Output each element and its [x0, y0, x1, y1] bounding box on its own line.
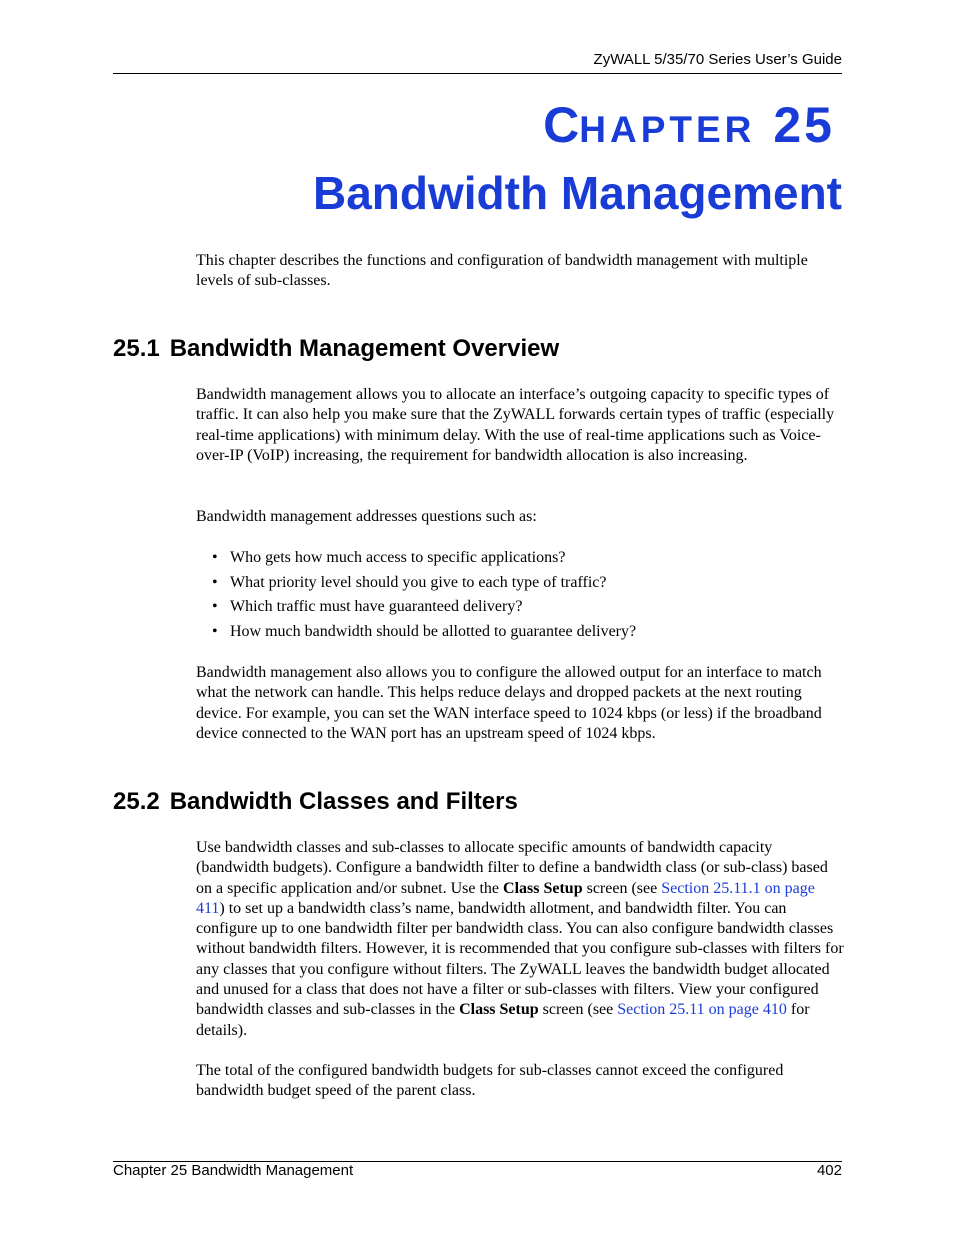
- bullet-icon: •: [212, 573, 218, 591]
- questions-list: [196, 548, 846, 647]
- chapter-title: Bandwidth Management: [312, 167, 842, 219]
- list-item: [196, 622, 846, 642]
- list-item: [196, 597, 846, 617]
- footer-chapter-title: Chapter 25 Bandwidth Management: [113, 1162, 354, 1179]
- text-run: for details).: [196, 1001, 810, 1039]
- chapter-label-rest: HAPTER: [579, 109, 756, 150]
- bullet-icon: •: [212, 598, 218, 616]
- section-link-25-11-1[interactable]: Section 25.11.1 on page 411: [196, 879, 815, 917]
- output-paragraph: Bandwidth management also allows you to configure the allowed output for an interface to match what the network can handle. This helps reduce delays and dropped packets at the next routing device. For example, you can set the WAN interface speed to 1024 kbps (or less) if the broadband device connected to the WAN port has an upstream speed of 1024 kbps.: [196, 664, 822, 742]
- section-number: 25.1: [113, 335, 160, 362]
- list-item-text: How much bandwidth should be allotted to guarantee delivery?: [230, 623, 637, 641]
- chapter-label: [543, 97, 835, 153]
- bullet-icon: •: [212, 549, 218, 566]
- section-heading-25-1: [113, 335, 559, 363]
- list-item-text: Which traffic must have guaranteed delivery?: [230, 598, 523, 616]
- class-setup-term: Class Setup: [459, 1001, 539, 1019]
- section-title: Bandwidth Management Overview: [169, 335, 560, 362]
- list-item-text: What priority level should you give to each type of traffic?: [230, 573, 607, 591]
- section-title: Bandwidth Classes and Filters: [169, 788, 518, 815]
- list-item: [196, 573, 846, 593]
- intro-paragraph: This chapter describes the functions and configuration of bandwidth management with multiple levels of sub-classes.: [196, 252, 808, 290]
- list-item-text: Who gets how much access to specific applications?: [230, 549, 566, 566]
- text-run: screen (see: [538, 1001, 618, 1019]
- running-header: ZyWALL 5/35/70 Series User’s Guide: [593, 51, 842, 68]
- bullet-icon: •: [212, 623, 218, 641]
- questions-intro: Bandwidth management addresses questions such as:: [196, 508, 537, 525]
- text-run: ) to set up a bandwidth class’s name, bandwidth allotment, and bandwidth filter. You can configure up to one bandwidth filter per bandwidth class. You can also configure bandwidth classes without bandwidth filters. However, it is recommended that you configure sub-classes with filters for any classes that you configure without filters. The ZyWALL leaves the bandwidth budget allocated and unused for a class that does not have a filter or sub-classes with filters. View your configured bandwidth classes and sub-classes in the: [196, 899, 844, 1019]
- chapter-label-initial: C: [543, 97, 580, 153]
- text-run: Use bandwidth classes and sub-classes to allocate specific amounts of bandwidth capacity (bandwidth budgets). Configure a bandwidth filter to define a bandwidth class (or sub-class) based on a specific application and/or subnet. Use the: [196, 839, 828, 897]
- list-item: [196, 548, 846, 568]
- overview-paragraph: Bandwidth management allows you to allocate an interface’s outgoing capacity to specific types of traffic. It can also help you make sure that the ZyWALL forwards certain types of traffic (especially real-time applications) with minimum delay. With the use of real-time applications such as Voice-over-IP (VoIP) increasing, the requirement for bandwidth allocation is also increasing.: [196, 386, 835, 464]
- chapter-number: 25: [773, 97, 835, 153]
- section-heading-25-2: [113, 788, 518, 816]
- section-number: 25.2: [113, 788, 160, 815]
- page-number: 402: [816, 1162, 842, 1179]
- classes-paragraph: [196, 838, 846, 1041]
- text-run: screen (see: [582, 879, 662, 897]
- header-rule: [113, 73, 842, 74]
- section-link-25-11[interactable]: Section 25.11 on page 410: [617, 1001, 787, 1019]
- class-setup-term: Class Setup: [503, 879, 583, 897]
- budget-paragraph: The total of the configured bandwidth budgets for sub-classes cannot exceed the configured bandwidth budget speed of the parent class.: [196, 1062, 784, 1100]
